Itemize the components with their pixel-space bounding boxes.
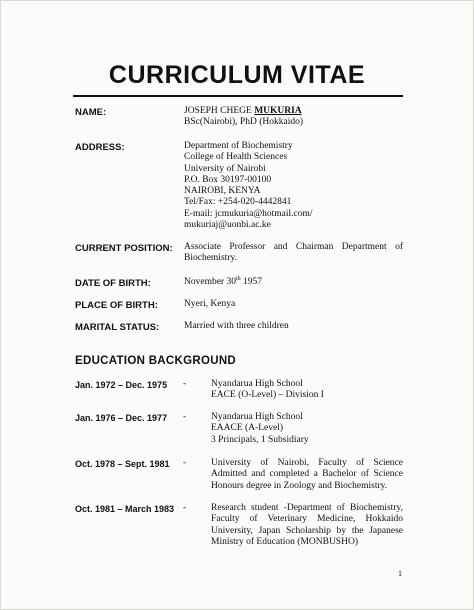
name-label: NAME:: [75, 107, 107, 118]
education-dates: Jan. 1976 – Dec. 1977: [75, 413, 168, 423]
place-of-birth-value: Nyeri, Kenya: [184, 299, 236, 309]
education-dash: -: [183, 379, 187, 389]
education-dash: -: [183, 503, 187, 513]
current-position-value: Associate Professor and Chairman Department of Biochemistry.: [184, 242, 403, 264]
birth-day: November 30: [184, 277, 236, 287]
address-line: Department of Biochemistry: [184, 141, 293, 151]
place-of-birth-label: PLACE OF BIRTH:: [75, 300, 158, 311]
marital-status-label: MARITAL STATUS:: [75, 322, 160, 333]
education-dates: Oct. 1978 – Sept. 1981: [75, 459, 170, 469]
education-entry: University of Nairobi, Faculty of Science Admitted and completed a Bachelor of Science Honours degree in Zoology and Biochemistry.: [211, 458, 403, 491]
address-line: NAIROBI, KENYA: [184, 186, 261, 197]
ordinal-suffix: th: [235, 275, 241, 282]
education-line: Nyandarua High School: [211, 379, 303, 389]
education-heading: EDUCATION BACKGROUND: [75, 355, 237, 367]
education-line: 3 Principals, 1 Subsidiary: [211, 434, 309, 445]
education-line: EAACE (A-Level): [211, 423, 284, 434]
address-label: ADDRESS:: [75, 142, 125, 153]
address-value: [184, 141, 403, 231]
education-dash: -: [183, 412, 187, 422]
name-value: [184, 106, 403, 129]
address-line: University of Nairobi: [184, 163, 266, 174]
address-line: mukuriaj@uonbi.ac.ke: [184, 220, 271, 231]
current-position-label: CURRENT POSITION:: [75, 243, 173, 254]
address-line: E-mail: jcmukuria@hotmail.com/: [184, 208, 313, 219]
page-number: 1: [398, 569, 402, 578]
full-name: [184, 106, 403, 117]
given-names: JOSEPH CHEGE: [184, 106, 255, 116]
address-line: P.O. Box 30197-00100: [184, 174, 272, 185]
education-line: Nyandarua High School: [211, 412, 303, 422]
education-dates: Jan. 1972 – Dec. 1975: [75, 380, 168, 390]
date-of-birth-value: [184, 277, 403, 288]
education-line: EACE (O-Level) – Division I: [211, 390, 324, 401]
education-entry: Research student -Department of Biochemistry, Faculty of Veterinary Medicine, Hokkaido University, Japan Scholarship by the Japanese Ministry of Education (MONBUSHO): [211, 503, 403, 547]
education-entry: [211, 412, 403, 446]
education-dates: Oct. 1981 – March 1983: [75, 504, 175, 514]
address-line: College of Health Sciences: [184, 152, 288, 163]
address-line: Tel/Fax: +254-020-4442841: [184, 197, 292, 208]
degrees: BSc(Nairobi), PhD (Hokkaido): [184, 117, 303, 128]
date-of-birth-label: DATE OF BIRTH:: [75, 278, 151, 289]
document-title: CURRICULUM VITAE: [108, 61, 366, 89]
education-dash: -: [183, 458, 187, 468]
birth-year: 1957: [240, 277, 263, 287]
education-entry: [211, 379, 403, 402]
surname: MUKURIA: [254, 106, 302, 116]
title-underline: [73, 95, 403, 97]
marital-status-value: Married with three children: [184, 321, 289, 331]
